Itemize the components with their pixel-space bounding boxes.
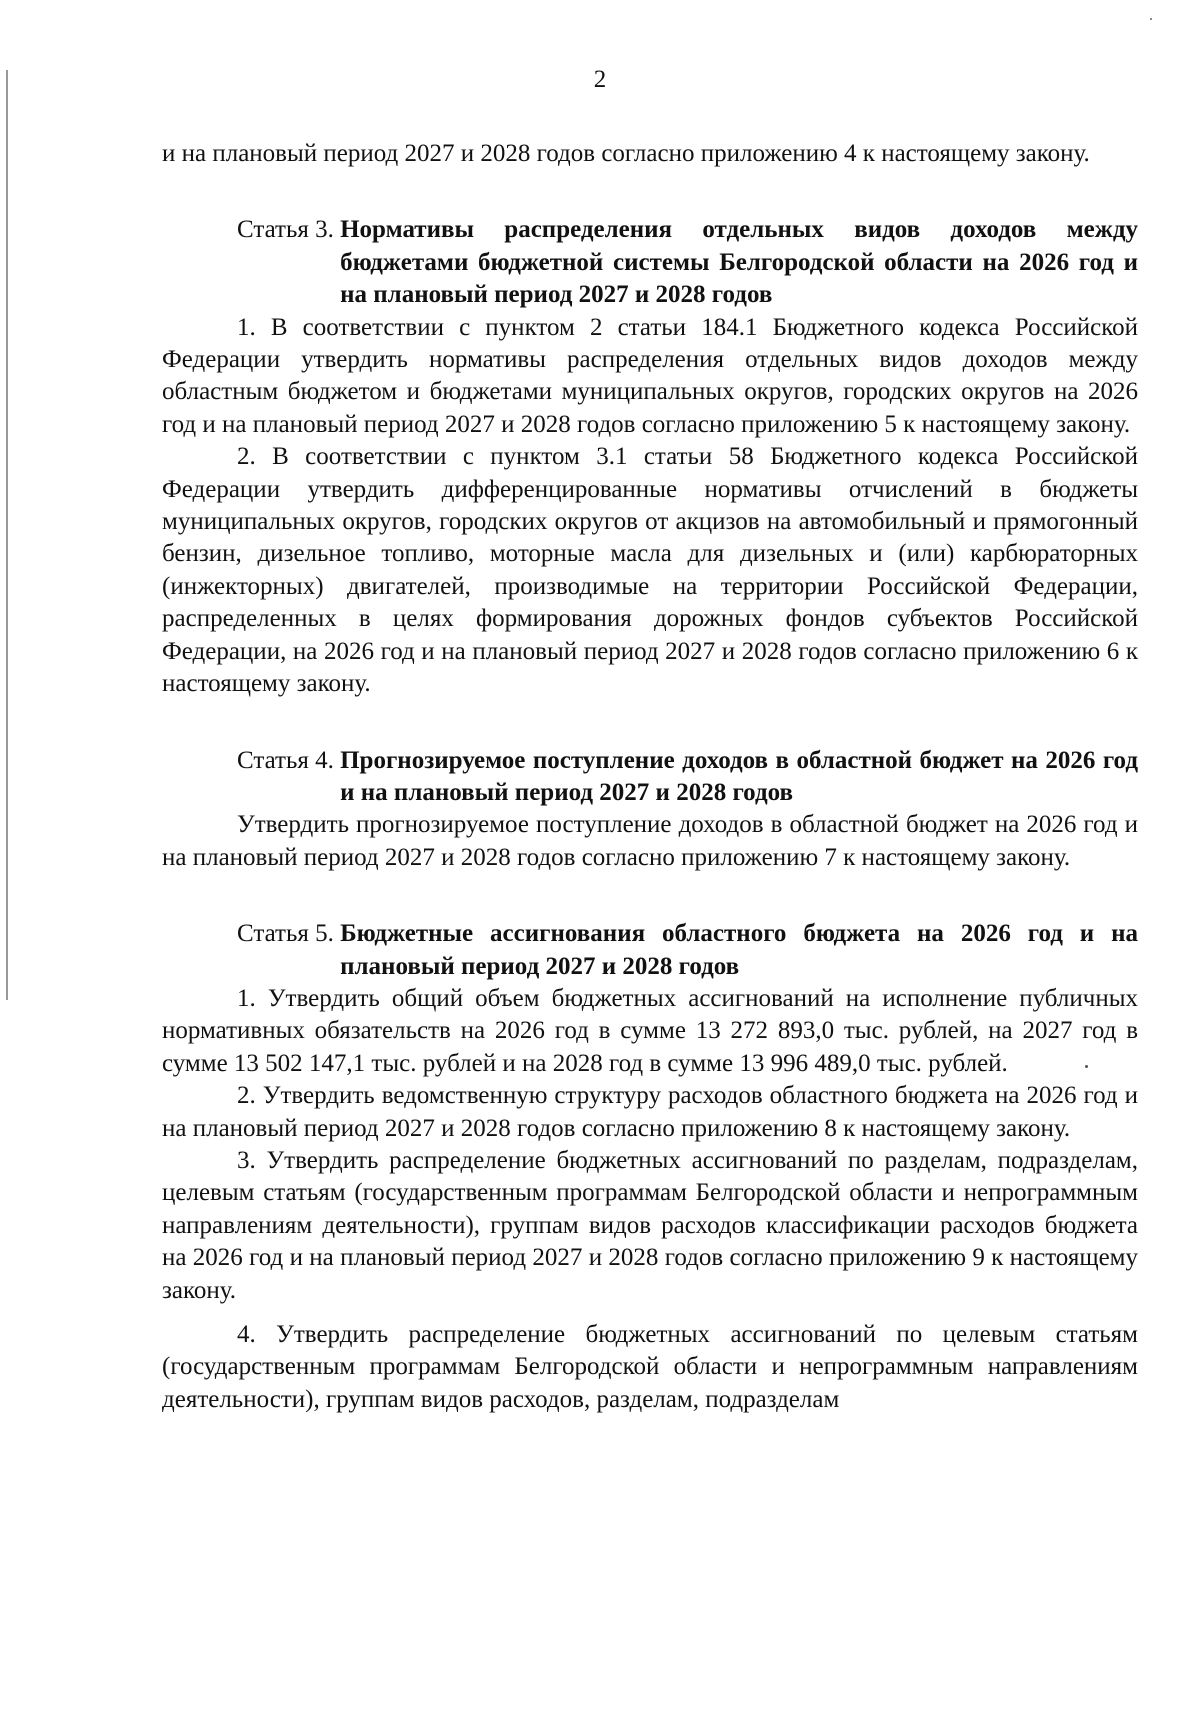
article-3-title: Нормативы распределения отдельных видов доходов между бюджетами бюджетной системы Белгородской области на 2026 год и на плановый период 2027 и 2028 годов — [340, 216, 1138, 309]
article-3-label: Статья 3. — [237, 216, 341, 244]
document-body — [162, 138, 1138, 1416]
article-3-paragraph-2: 2. В соответствии с пунктом 3.1 статьи 58 Бюджетного кодекса Российской Федерации утвердить дифференцированные нормативы отчислений в бюджеты муниципальных округов, городских округов от акцизов на автомобильный и прямогонный бензин, дизельное топливо, моторные масла для дизельных и (или) карбюраторных (инжекторных) двигателей, производимые на территории Российской Федерации, распределенных в целях формирования дорожных фондов субъектов Российской Федерации, на 2026 год и на плановый период 2027 и 2028 годов согласно приложению 6 к настоящему закону. — [162, 443, 1138, 698]
page-number: 2 — [593, 66, 607, 93]
article-4-label: Статья 4. — [237, 746, 341, 774]
article-5-heading — [162, 918, 1138, 983]
intro-paragraph: и на плановый период 2027 и 2028 годов согласно приложению 4 к настоящему закону. — [162, 140, 1090, 167]
article-3-paragraph-1: 1. В соответствии с пунктом 2 статьи 184.1 Бюджетного кодекса Российской Федерации утвердить нормативы распределения отдельных видов доходов между областным бюджетом и бюджетами муниципальных округов, городских округов на 2026 год и на плановый период 2027 и 2028 годов согласно приложению 5 к настоящему закону. — [162, 313, 1138, 438]
article-5-title: Бюджетные ассигнования областного бюджета на 2026 год и на плановый период 2027 и 2028 годов — [340, 920, 1138, 980]
article-5-paragraph-1: 1. Утвердить общий объем бюджетных ассигнований на исполнение публичных нормативных обязательств на 2026 год в сумме 13 272 893,0 тыс. рублей, на 2027 год в сумме 13 502 147,1 тыс. рублей и на 2028 год в сумме 13 996 489,0 тыс. рублей. — [162, 984, 1138, 1077]
article-4-title: Прогнозируемое поступление доходов в областной бюджет на 2026 год и на плановый период 2027 и 2028 годов — [340, 746, 1138, 806]
article-3-heading — [162, 214, 1138, 311]
article-4-heading — [162, 745, 1138, 810]
article-5-label: Статья 5. — [237, 920, 341, 948]
article-4-paragraph-1: Утвердить прогнозируемое поступление доходов в областной бюджет на 2026 год и на плановый период 2027 и 2028 годов согласно приложению 7 к настоящему закону. — [162, 811, 1138, 871]
article-5-paragraph-4: 4. Утвердить распределение бюджетных ассигнований по целевым статьям (государственным программам Белгородской области и непрограммным направлениям деятельности), группам видов расходов, разделам, подразделам — [162, 1321, 1138, 1413]
article-5-paragraph-3: 3. Утвердить распределение бюджетных ассигнований по разделам, подразделам, целевым статьям (государственным программам Белгородской области и непрограммным направлениям деятельности), группам видов расходов классификации расходов бюджета на 2026 год и на плановый период 2027 и 2028 годов согласно приложению 9 к настоящему закону. — [162, 1146, 1138, 1304]
article-5-paragraph-2: 2. Утвердить ведомственную структуру расходов областного бюджета на 2026 год и на плановый период 2027 и 2028 годов согласно приложению 8 к настоящему закону. — [162, 1082, 1138, 1142]
